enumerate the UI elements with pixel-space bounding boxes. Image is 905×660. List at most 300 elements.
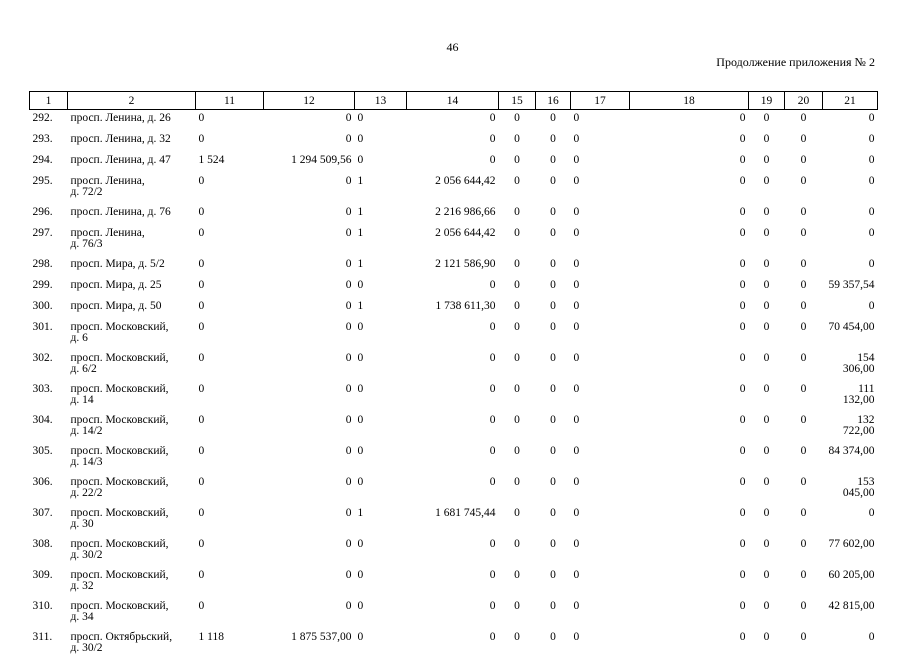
value-cell: 1: [357, 227, 364, 239]
value-cell: 0: [489, 414, 496, 426]
column-header: 19: [749, 92, 785, 110]
value-cell: 0: [763, 507, 770, 519]
value-cell: 42 815,00: [828, 600, 875, 612]
value-cell: 0: [739, 631, 746, 643]
value-cell: 0: [739, 112, 746, 124]
value-cell: 0: [357, 154, 364, 166]
value-cell: 0: [573, 227, 580, 239]
value-cell: 0: [573, 112, 580, 124]
value-cell: 0: [573, 154, 580, 166]
address-line-2: д. 14/2: [70, 425, 103, 437]
value-cell: 0: [573, 600, 580, 612]
value-cell: 0: [198, 206, 205, 218]
address-cell: [68, 474, 196, 505]
value-cell: 0: [357, 383, 364, 395]
value-cell: 0: [198, 538, 205, 550]
address-line-2: д. 14: [70, 394, 94, 406]
row-number: 301.: [32, 321, 53, 333]
address-line-1: просп. Мира, д. 25: [70, 279, 162, 291]
value-cell: 0: [198, 175, 205, 187]
address-cell: [68, 505, 196, 536]
value-cell: 0: [345, 133, 352, 145]
value-cell: 0: [573, 476, 580, 488]
value-cell: 0: [800, 445, 807, 457]
continuation-label: Продолжение приложения № 2: [716, 55, 875, 69]
value-cell: 0: [763, 383, 770, 395]
value-cell: 154 306,00: [842, 352, 875, 375]
address-cell: [68, 152, 196, 173]
value-cell: 0: [357, 352, 364, 364]
value-cell: 0: [489, 352, 496, 364]
row-number: 294.: [32, 154, 53, 166]
address-line-1: просп. Московский,: [70, 414, 169, 426]
row-number: 297.: [32, 227, 53, 239]
table-row: [30, 443, 878, 474]
value-cell: 1 294 509,56: [291, 154, 352, 166]
value-cell: 0: [800, 631, 807, 643]
value-cell: 0: [739, 321, 746, 333]
row-number: 307.: [32, 507, 53, 519]
value-cell: 0: [345, 258, 352, 270]
row-number: 306.: [32, 476, 53, 488]
value-cell: 0: [357, 279, 364, 291]
value-cell: 0: [763, 227, 770, 239]
address-line-2: д. 14/3: [70, 456, 103, 468]
value-cell: 0: [489, 321, 496, 333]
value-cell: 0: [514, 352, 520, 364]
value-cell: 0: [345, 300, 352, 312]
column-header: 11: [196, 92, 264, 110]
row-number: 299.: [32, 279, 53, 291]
value-cell: 1: [357, 258, 364, 270]
value-cell: 0: [763, 175, 770, 187]
table-row: [30, 567, 878, 598]
value-cell: 0: [739, 227, 746, 239]
value-cell: 0: [800, 383, 807, 395]
value-cell: 0: [489, 600, 496, 612]
value-cell: 0: [763, 445, 770, 457]
value-cell: 0: [739, 383, 746, 395]
value-cell: 0: [357, 414, 364, 426]
table-row: [30, 629, 878, 660]
value-cell: 0: [739, 154, 746, 166]
value-cell: 0: [550, 227, 556, 239]
value-cell: 0: [550, 631, 556, 643]
column-header: 18: [630, 92, 749, 110]
value-cell: 0: [763, 569, 770, 581]
column-header: 12: [264, 92, 355, 110]
value-cell: 59 357,54: [828, 279, 875, 291]
value-cell: 0: [868, 507, 875, 519]
value-cell: 0: [739, 507, 746, 519]
value-cell: 0: [514, 600, 520, 612]
address-line-2: д. 34: [70, 611, 94, 623]
value-cell: 0: [573, 383, 580, 395]
value-cell: 0: [489, 476, 496, 488]
table-row: [30, 110, 878, 132]
value-cell: 0: [514, 569, 520, 581]
row-number: 298.: [32, 258, 53, 270]
value-cell: 0: [800, 414, 807, 426]
address-line-2: д. 6: [70, 332, 88, 344]
value-cell: 0: [573, 414, 580, 426]
value-cell: 0: [550, 600, 556, 612]
value-cell: 0: [514, 538, 520, 550]
value-cell: 0: [763, 154, 770, 166]
value-cell: 0: [345, 227, 352, 239]
value-cell: 0: [868, 258, 875, 270]
value-cell: 0: [345, 569, 352, 581]
value-cell: 0: [514, 321, 520, 333]
address-cell: [68, 131, 196, 152]
value-cell: 1: [357, 175, 364, 187]
address-line-2: д. 30/2: [70, 642, 103, 654]
address-line-1: просп. Московский,: [70, 383, 169, 395]
value-cell: 0: [800, 300, 807, 312]
value-cell: 0: [868, 631, 875, 643]
table-row: [30, 598, 878, 629]
value-cell: 0: [489, 133, 496, 145]
value-cell: 0: [739, 300, 746, 312]
value-cell: 0: [550, 321, 556, 333]
column-header: 21: [823, 92, 878, 110]
value-cell: 0: [198, 569, 205, 581]
value-cell: 0: [763, 300, 770, 312]
value-cell: 0: [800, 600, 807, 612]
row-number: 296.: [32, 206, 53, 218]
value-cell: 0: [800, 175, 807, 187]
value-cell: 0: [514, 175, 520, 187]
value-cell: 0: [198, 600, 205, 612]
value-cell: 0: [573, 538, 580, 550]
value-cell: 0: [198, 300, 205, 312]
value-cell: 0: [800, 507, 807, 519]
value-cell: 0: [514, 445, 520, 457]
value-cell: 0: [800, 227, 807, 239]
value-cell: 0: [514, 206, 520, 218]
value-cell: 0: [763, 258, 770, 270]
value-cell: 0: [514, 154, 520, 166]
address-line-2: д. 32: [70, 580, 94, 592]
value-cell: 0: [357, 476, 364, 488]
row-number: 309.: [32, 569, 53, 581]
value-cell: 0: [739, 352, 746, 364]
address-line-1: просп. Московский,: [70, 445, 169, 457]
table-row: [30, 319, 878, 350]
address-line-2: д. 30/2: [70, 549, 103, 561]
address-line-1: просп. Ленина,: [70, 227, 145, 239]
address-cell: [68, 225, 196, 256]
value-cell: 0: [345, 600, 352, 612]
value-cell: 0: [868, 175, 875, 187]
value-cell: 0: [550, 279, 556, 291]
value-cell: 0: [800, 154, 807, 166]
value-cell: 0: [198, 133, 205, 145]
value-cell: 0: [739, 279, 746, 291]
address-cell: [68, 381, 196, 412]
value-cell: 0: [550, 569, 556, 581]
value-cell: 0: [573, 569, 580, 581]
row-number: 305.: [32, 445, 53, 457]
address-line-1: просп. Ленина, д. 26: [70, 112, 171, 124]
row-number: 304.: [32, 414, 53, 426]
value-cell: 0: [357, 445, 364, 457]
address-line-1: просп. Ленина, д. 47: [70, 154, 171, 166]
value-cell: 2 056 644,42: [435, 227, 496, 239]
value-cell: 0: [345, 476, 352, 488]
value-cell: 0: [550, 507, 556, 519]
value-cell: 0: [573, 321, 580, 333]
value-cell: 0: [357, 569, 364, 581]
value-cell: 0: [550, 476, 556, 488]
address-cell: [68, 412, 196, 443]
value-cell: 0: [489, 631, 496, 643]
value-cell: 0: [868, 154, 875, 166]
value-cell: 0: [550, 538, 556, 550]
address-line-1: просп. Московский,: [70, 321, 169, 333]
value-cell: 0: [550, 258, 556, 270]
value-cell: 0: [514, 631, 520, 643]
value-cell: 0: [739, 445, 746, 457]
value-cell: 0: [489, 154, 496, 166]
value-cell: 0: [514, 112, 520, 124]
value-cell: 0: [550, 133, 556, 145]
value-cell: 0: [198, 383, 205, 395]
value-cell: 0: [345, 206, 352, 218]
value-cell: 0: [550, 154, 556, 166]
address-line-2: д. 6/2: [70, 363, 97, 375]
value-cell: 0: [514, 258, 520, 270]
column-header: 2: [68, 92, 196, 110]
table-row: [30, 152, 878, 173]
value-cell: 0: [739, 476, 746, 488]
value-cell: 0: [739, 414, 746, 426]
address-line-1: просп. Мира, д. 5/2: [70, 258, 165, 270]
value-cell: 0: [357, 631, 364, 643]
value-cell: 0: [800, 258, 807, 270]
value-cell: 0: [198, 279, 205, 291]
header-row: [30, 92, 878, 110]
table-row: [30, 173, 878, 204]
column-header: 20: [785, 92, 823, 110]
value-cell: 153 045,00: [842, 476, 875, 499]
value-cell: 111 132,00: [842, 383, 875, 406]
table-row: [30, 277, 878, 298]
value-cell: 0: [345, 507, 352, 519]
value-cell: 0: [345, 383, 352, 395]
value-cell: 0: [550, 206, 556, 218]
value-cell: 0: [763, 414, 770, 426]
value-cell: 0: [573, 352, 580, 364]
value-cell: 0: [514, 133, 520, 145]
value-cell: 0: [550, 414, 556, 426]
data-table: [29, 91, 878, 660]
address-cell: [68, 110, 196, 132]
value-cell: 0: [550, 112, 556, 124]
value-cell: 0: [739, 175, 746, 187]
value-cell: 1: [357, 300, 364, 312]
column-header: 17: [571, 92, 630, 110]
address-cell: [68, 173, 196, 204]
address-cell: [68, 629, 196, 660]
value-cell: 0: [198, 476, 205, 488]
value-cell: 1 524: [198, 154, 225, 166]
value-cell: 0: [800, 538, 807, 550]
value-cell: 0: [739, 206, 746, 218]
value-cell: 0: [573, 279, 580, 291]
value-cell: 0: [345, 112, 352, 124]
value-cell: 0: [573, 258, 580, 270]
value-cell: 1 118: [198, 631, 224, 643]
table-row: [30, 536, 878, 567]
value-cell: 1 875 537,00: [291, 631, 352, 643]
value-cell: 0: [345, 352, 352, 364]
address-line-2: д. 22/2: [70, 487, 103, 499]
row-number: 311.: [32, 631, 53, 643]
address-line-1: просп. Московский,: [70, 569, 169, 581]
address-cell: [68, 298, 196, 319]
value-cell: 0: [198, 414, 205, 426]
value-cell: 0: [198, 112, 205, 124]
address-cell: [68, 256, 196, 277]
address-line-1: просп. Московский,: [70, 538, 169, 550]
value-cell: 0: [800, 112, 807, 124]
address-line-1: просп. Ленина,: [70, 175, 145, 187]
value-cell: 0: [514, 507, 520, 519]
value-cell: 0: [198, 258, 205, 270]
value-cell: 77 602,00: [828, 538, 875, 550]
value-cell: 0: [800, 206, 807, 218]
column-header: 14: [407, 92, 499, 110]
value-cell: 0: [868, 133, 875, 145]
value-cell: 0: [489, 569, 496, 581]
value-cell: 84 374,00: [828, 445, 875, 457]
value-cell: 132 722,00: [842, 414, 875, 437]
value-cell: 0: [345, 175, 352, 187]
row-number: 308.: [32, 538, 53, 550]
value-cell: 0: [573, 133, 580, 145]
value-cell: 1: [357, 206, 364, 218]
value-cell: 0: [763, 352, 770, 364]
table-row: [30, 131, 878, 152]
table-row: [30, 381, 878, 412]
value-cell: 0: [739, 538, 746, 550]
value-cell: 0: [800, 352, 807, 364]
value-cell: 0: [514, 476, 520, 488]
value-cell: 0: [198, 227, 205, 239]
value-cell: 0: [573, 175, 580, 187]
value-cell: 0: [868, 300, 875, 312]
address-line-1: просп. Мира, д. 50: [70, 300, 162, 312]
value-cell: 0: [514, 300, 520, 312]
value-cell: 0: [345, 279, 352, 291]
value-cell: 0: [763, 476, 770, 488]
address-line-1: просп. Ленина, д. 32: [70, 133, 171, 145]
value-cell: 0: [198, 352, 205, 364]
address-cell: [68, 204, 196, 225]
value-cell: 0: [345, 445, 352, 457]
row-number: 303.: [32, 383, 53, 395]
value-cell: 0: [489, 112, 496, 124]
value-cell: 0: [357, 112, 364, 124]
column-header: 13: [355, 92, 407, 110]
value-cell: 0: [800, 569, 807, 581]
value-cell: 1 738 611,30: [435, 300, 496, 312]
value-cell: 0: [514, 383, 520, 395]
address-line-2: д. 76/3: [70, 238, 103, 250]
address-line-2: д. 72/2: [70, 186, 103, 198]
row-number: 310.: [32, 600, 53, 612]
value-cell: 0: [868, 112, 875, 124]
address-line-1: просп. Октябрьский,: [70, 631, 173, 643]
value-cell: 0: [800, 133, 807, 145]
address-cell: [68, 350, 196, 381]
table-row: [30, 225, 878, 256]
value-cell: 0: [514, 414, 520, 426]
value-cell: 0: [800, 279, 807, 291]
value-cell: 0: [868, 206, 875, 218]
column-header: 1: [30, 92, 68, 110]
address-line-1: просп. Московский,: [70, 352, 169, 364]
value-cell: 0: [573, 206, 580, 218]
table-row: [30, 412, 878, 443]
value-cell: 0: [763, 321, 770, 333]
value-cell: 0: [739, 569, 746, 581]
row-number: 302.: [32, 352, 53, 364]
address-line-1: просп. Ленина, д. 76: [70, 206, 171, 218]
table-row: [30, 505, 878, 536]
value-cell: 0: [357, 538, 364, 550]
value-cell: 0: [489, 279, 496, 291]
address-cell: [68, 567, 196, 598]
value-cell: 0: [550, 445, 556, 457]
row-number: 300.: [32, 300, 53, 312]
address-line-1: просп. Московский,: [70, 600, 169, 612]
table-row: [30, 256, 878, 277]
value-cell: 60 205,00: [828, 569, 875, 581]
value-cell: 0: [489, 383, 496, 395]
value-cell: 0: [800, 321, 807, 333]
address-cell: [68, 319, 196, 350]
column-header: 16: [536, 92, 571, 110]
address-cell: [68, 598, 196, 629]
value-cell: 0: [198, 507, 205, 519]
value-cell: 0: [198, 321, 205, 333]
table-row: [30, 474, 878, 505]
address-line-2: д. 30: [70, 518, 94, 530]
value-cell: 0: [573, 445, 580, 457]
value-cell: 2 056 644,42: [435, 175, 496, 187]
value-cell: 0: [868, 227, 875, 239]
value-cell: 2 121 586,90: [435, 258, 496, 270]
value-cell: 0: [345, 321, 352, 333]
row-number: 295.: [32, 175, 53, 187]
value-cell: 0: [357, 321, 364, 333]
address-line-1: просп. Московский,: [70, 476, 169, 488]
value-cell: 0: [763, 112, 770, 124]
value-cell: 0: [573, 507, 580, 519]
value-cell: 0: [345, 538, 352, 550]
value-cell: 0: [489, 538, 496, 550]
value-cell: 0: [550, 352, 556, 364]
value-cell: 0: [573, 300, 580, 312]
value-cell: 2 216 986,66: [435, 206, 496, 218]
value-cell: 0: [550, 300, 556, 312]
value-cell: 0: [198, 445, 205, 457]
value-cell: 0: [357, 133, 364, 145]
value-cell: 0: [763, 631, 770, 643]
value-cell: 0: [763, 206, 770, 218]
